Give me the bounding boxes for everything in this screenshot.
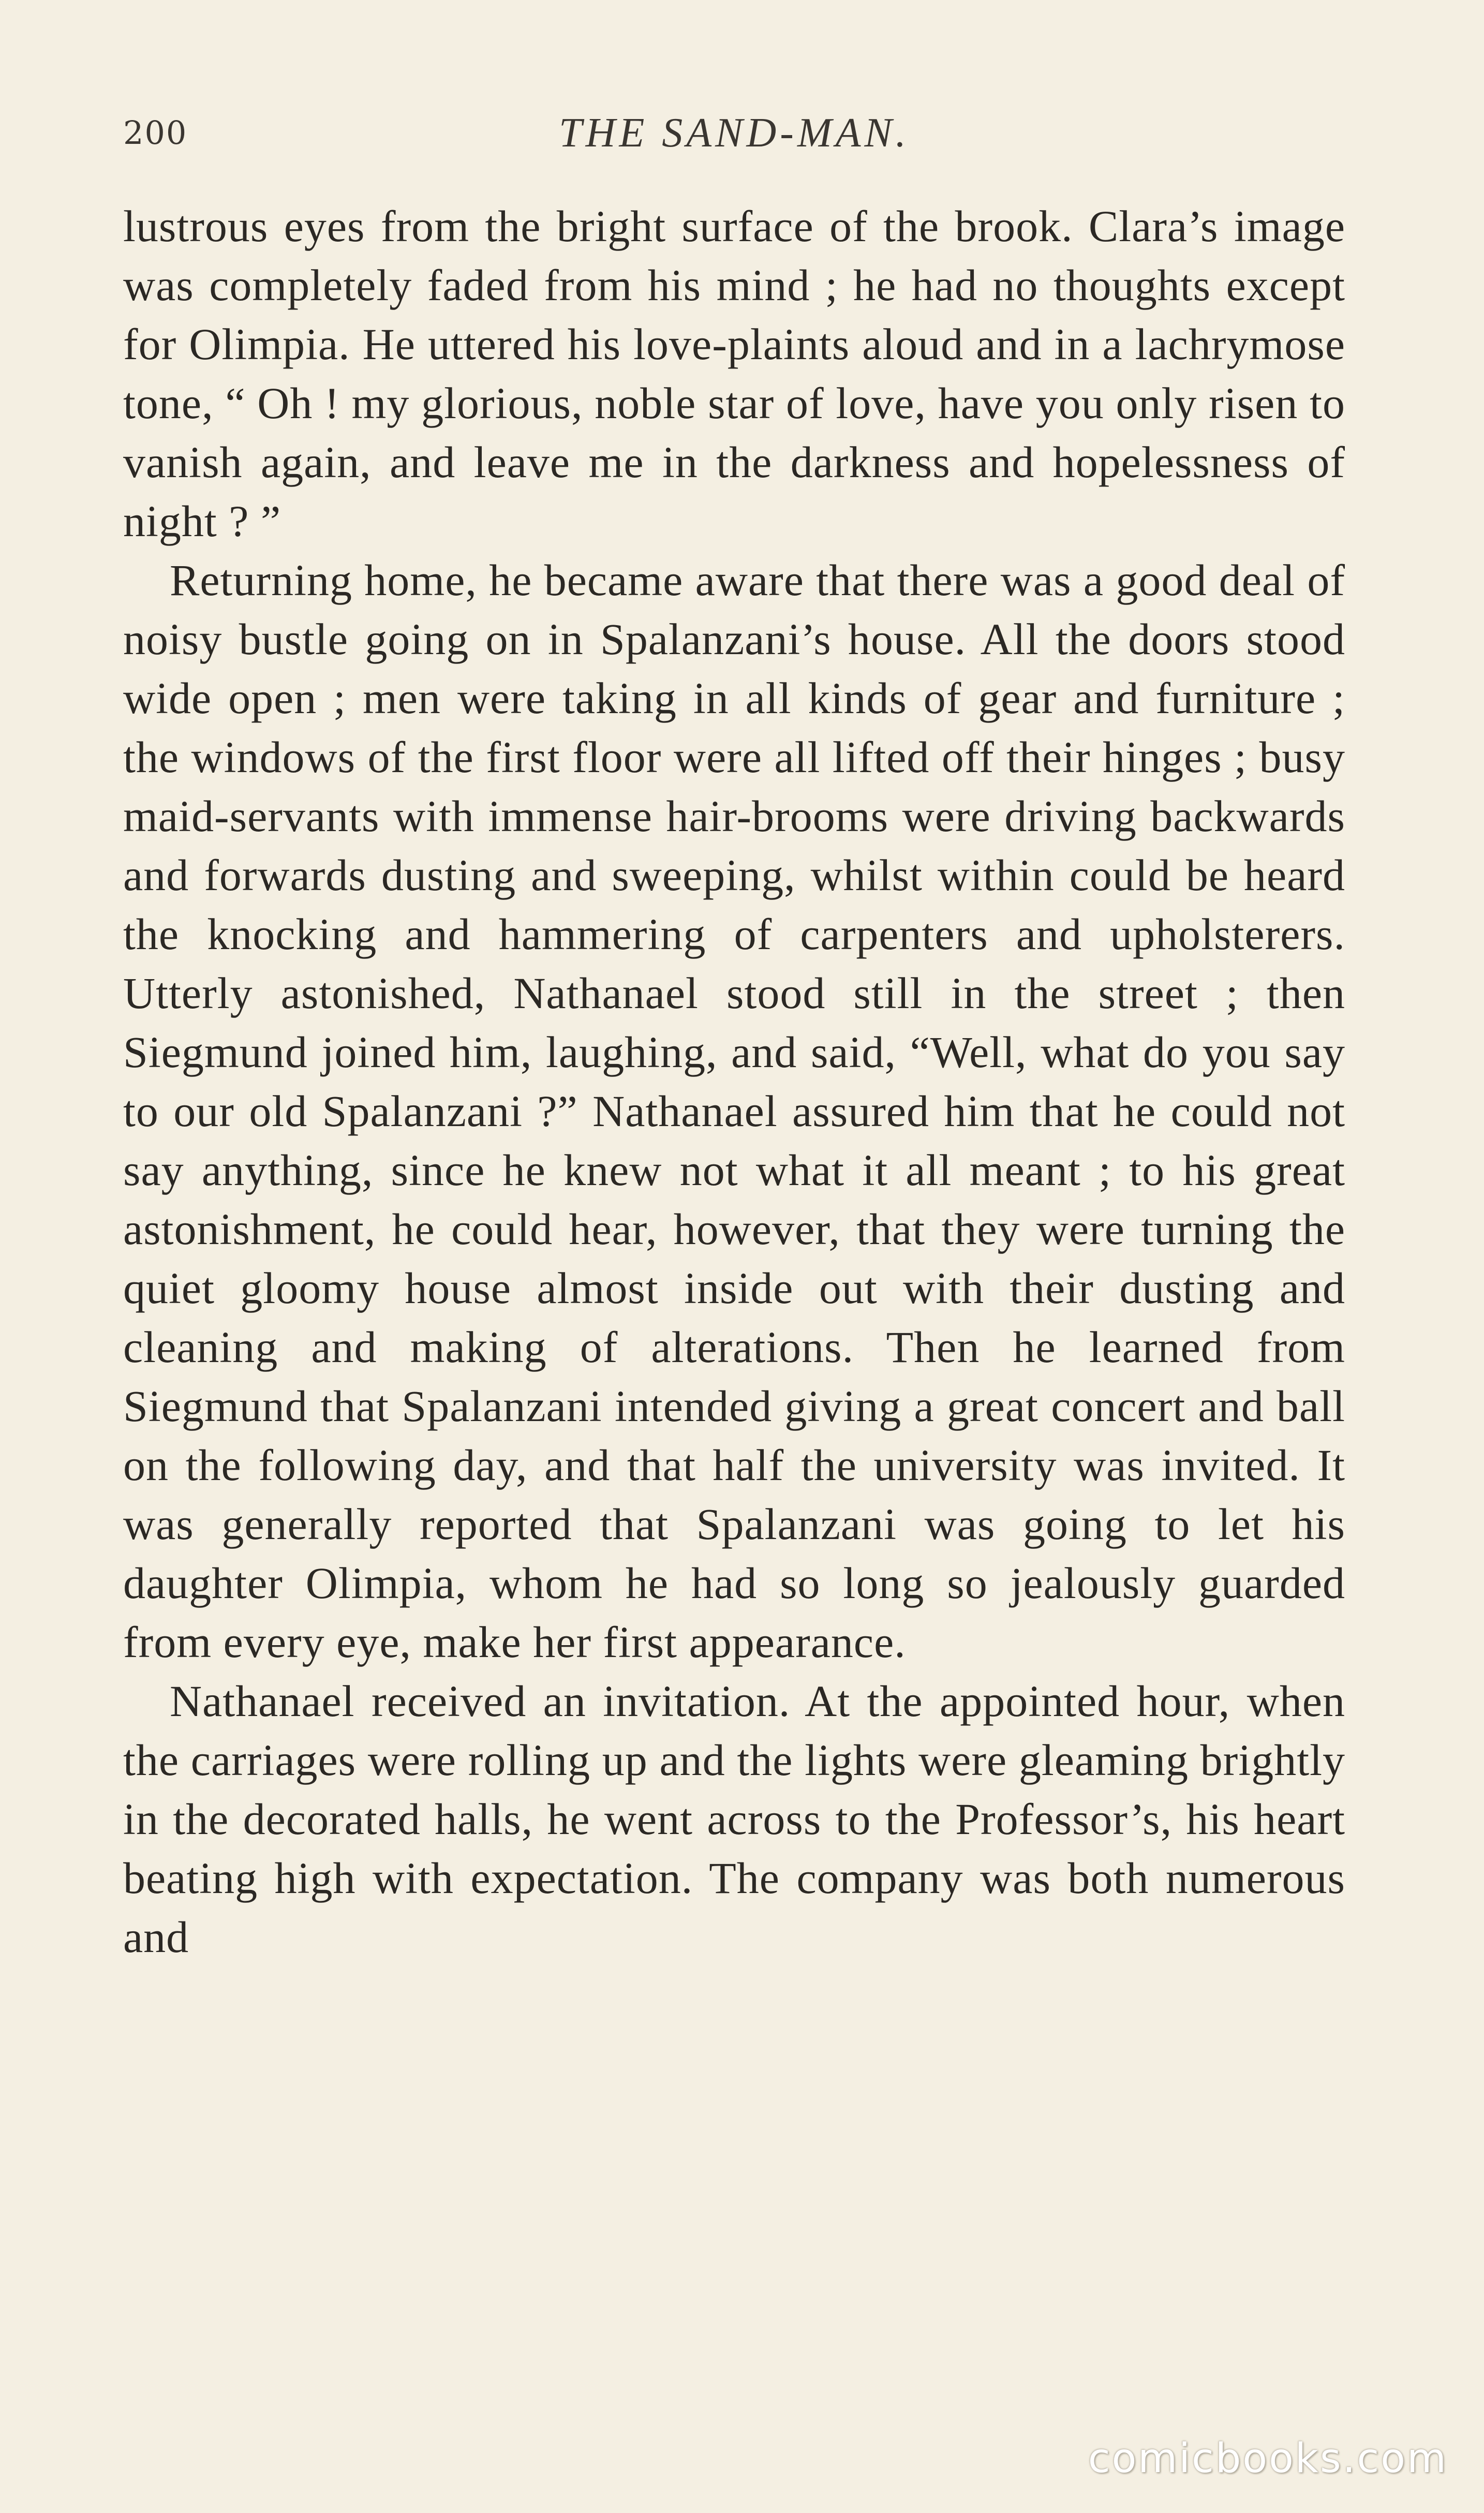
page-header <box>123 104 1345 160</box>
paragraph-2: Returning home, he became aware that there was a good deal of noisy bustle going on in Spalanzani’s house. All the doors stood wide open ; men were taking in all kinds of gear and furniture ; the windows of the first floor were all lifted off their hinges ; busy maid-servants with immense hair-brooms were driving backwards and forwards dusting and sweeping, whilst within could be heard the knocking and hammering of carpenters and upholsterers. Utterly astonished, Nathanael stood still in the street ; then Siegmund joined him, laughing, and said, “Well, what do you say to our old Spalanzani ?” Nathanael assured him that he could not say anything, since he knew not what it all meant ; to his great astonishment, he could hear, however, that they were turning the quiet gloomy house almost inside out with their dusting and cleaning and making of alterations. Then he learned from Siegmund that Spalanzani intended giving a great concert and ball on the following day, and that half the university was invited. It was generally reported that Spalanzani was going to let his daughter Olimpia, whom he had so long so jealously guarded from every eye, make her first appearance. <box>123 555 1345 1667</box>
paragraph-3: Nathanael received an invitation. At the appointed hour, when the carriages were rolling up and the lights were gleaming brightly in the decorated halls, he went across to the Professor’s, his heart beating high with expectation. The company was both numerous and <box>123 1676 1345 1962</box>
page-number: 200 <box>123 114 188 152</box>
watermark: comicbooks.com <box>1088 2435 1448 2482</box>
body-text <box>123 197 1345 1967</box>
running-title: THE SAND-MAN. <box>559 110 910 156</box>
paragraph-1: lustrous eyes from the bright surface of the brook. Clara’s image was completely faded from his mind ; he had no thoughts except for Olimpia. He uttered his love-plaints aloud and in a lachrymose tone, “ Oh ! my glorious, noble star of love, have you only risen to vanish again, and leave me in the darkness and hopelessness of night ? ” <box>123 201 1345 546</box>
